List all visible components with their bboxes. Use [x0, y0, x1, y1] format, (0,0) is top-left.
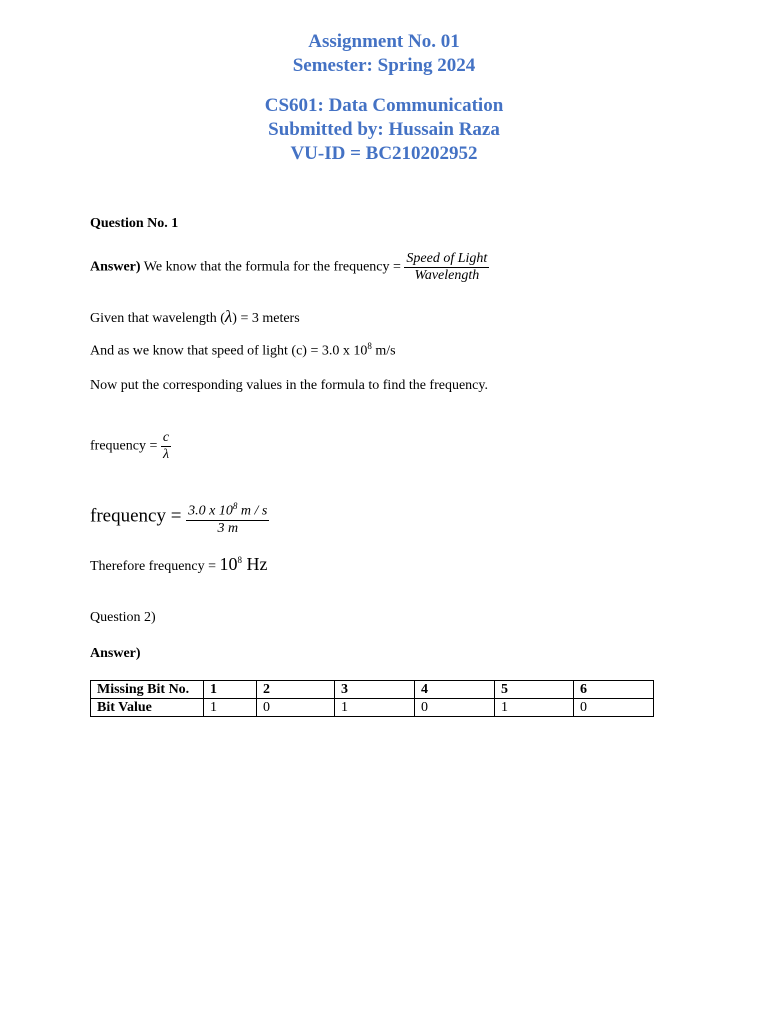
semester-line: Semester: Spring 2024 [292, 55, 476, 76]
q1-answer-line [90, 251, 489, 284]
table-cell: 1 [204, 699, 257, 717]
table-cell: 0 [574, 699, 654, 717]
eq2-denominator: 3 m [217, 520, 239, 536]
submitted-by-line: Submitted by: Hussain Raza [268, 119, 500, 140]
eq2-num-base: 3.0 x 10 [188, 503, 233, 519]
table-cell: 0 [415, 699, 495, 717]
table-header-bit-value: Bit Value [91, 699, 204, 717]
lambda-symbol: λ [224, 307, 233, 326]
eq1-denominator: λ [162, 447, 170, 462]
table-cell: 6 [574, 681, 654, 699]
missing-bits-table [90, 680, 654, 717]
frequency-result [220, 554, 268, 574]
table-cell: 5 [495, 681, 574, 699]
table-cell: 1 [204, 681, 257, 699]
table-cell: 1 [495, 699, 574, 717]
given-text-post: ) = 3 meters [232, 311, 300, 326]
result-unit: Hz [242, 554, 268, 574]
eq2-label: frequency = [90, 505, 187, 527]
eq2-numerator [186, 498, 269, 521]
frequency-formula-fraction [404, 251, 489, 284]
therefore-line [90, 554, 268, 575]
given-wavelength-line [90, 307, 300, 327]
table-row-bit-values [91, 699, 654, 717]
eq1-label: frequency = [90, 438, 161, 454]
formula-denominator: Wavelength [414, 268, 480, 283]
eq1-fraction [161, 430, 171, 463]
q1-answer-text: We know that the formula for the frequency = [140, 259, 405, 275]
table-cell: 3 [335, 681, 415, 699]
speed-text-pre: And as we know that speed of light (c) = 3.0 x 10 [90, 343, 368, 359]
therefore-text: Therefore frequency = [90, 559, 220, 574]
table-cell: 2 [257, 681, 335, 699]
table-row-bit-numbers [91, 681, 654, 699]
table-cell: 1 [335, 699, 415, 717]
equation-1 [90, 430, 171, 463]
speed-of-light-line [90, 341, 396, 360]
speed-unit: m/s [371, 343, 396, 359]
result-exponent: 8 [237, 555, 243, 565]
substitution-line: Now put the corresponding values in the formula to find the frequency. [90, 378, 488, 393]
eq1-numerator: c [162, 430, 170, 445]
table-cell: 4 [415, 681, 495, 699]
table-cell: 0 [257, 699, 335, 717]
eq2-num-exponent: 8 [232, 501, 238, 511]
table-header-missing-bit: Missing Bit No. [91, 681, 204, 699]
vu-id-line: VU-ID = BC210202952 [290, 143, 478, 164]
speed-exponent: 8 [367, 341, 372, 351]
formula-numerator: Speed of Light [406, 251, 488, 266]
eq2-num-unit: m / s [237, 503, 268, 519]
document-header [0, 30, 768, 166]
eq2-fraction [186, 498, 269, 537]
assignment-title: Assignment No. 01 [308, 31, 460, 52]
q2-answer-label: Answer) [90, 646, 141, 661]
question-2-title: Question 2) [90, 610, 156, 625]
result-base: 10 [219, 554, 238, 574]
equation-2 [90, 498, 269, 537]
course-line: CS601: Data Communication [264, 95, 504, 116]
given-text-pre: Given that wavelength ( [90, 311, 225, 326]
question-1-title: Question No. 1 [90, 216, 179, 231]
q1-answer-label: Answer) [90, 259, 141, 275]
